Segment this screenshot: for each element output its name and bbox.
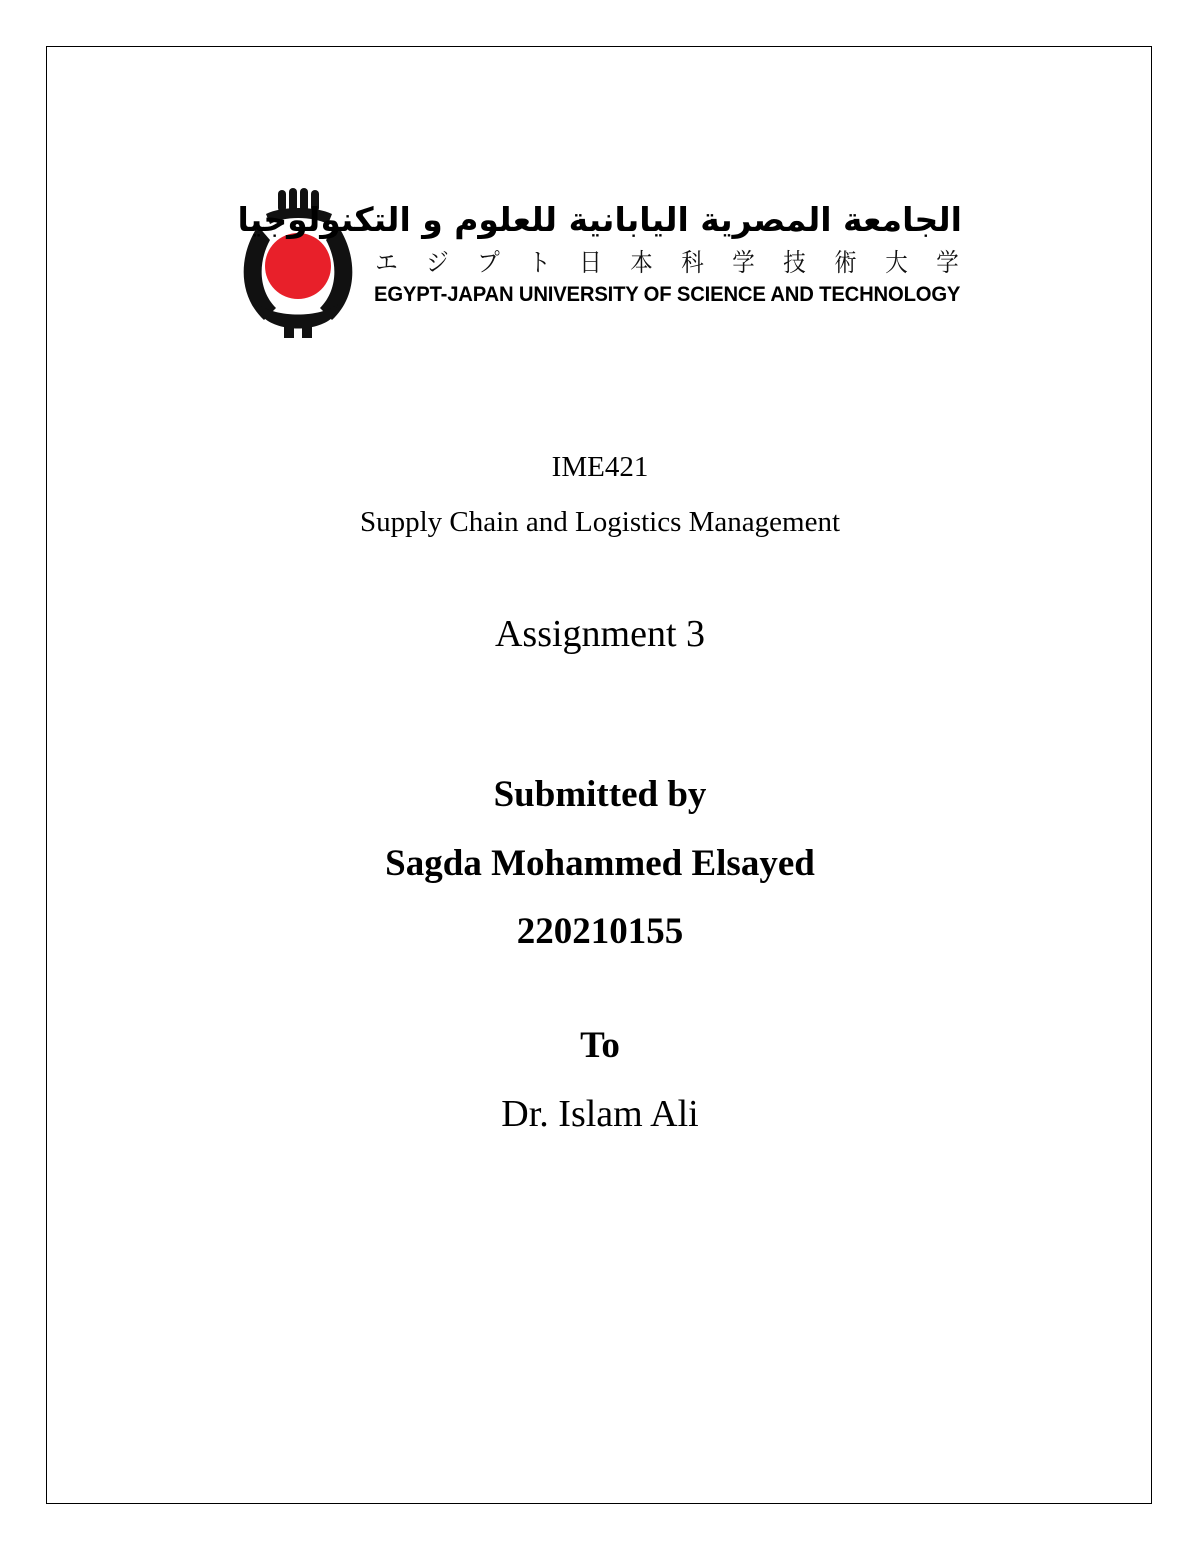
japanese-char: 術 bbox=[834, 248, 857, 277]
university-logo bbox=[236, 186, 966, 340]
course-code: IME421 bbox=[551, 451, 649, 483]
student-id: 220210155 bbox=[516, 911, 684, 952]
japanese-char: 技 bbox=[783, 248, 806, 277]
assignment-title: Assignment 3 bbox=[494, 613, 706, 655]
recipient-label: To bbox=[580, 1025, 620, 1066]
japanese-char: ジ bbox=[426, 248, 449, 277]
student-name: Sagda Mohammed Elsayed bbox=[385, 843, 815, 884]
japanese-char: 日 bbox=[579, 248, 602, 277]
japanese-char: エ bbox=[375, 248, 398, 277]
japanese-char: ト bbox=[528, 248, 551, 277]
japanese-char: 学 bbox=[732, 248, 755, 277]
japanese-char: 本 bbox=[630, 248, 653, 277]
japanese-char: 大 bbox=[885, 248, 908, 277]
submitted-by-label: Submitted by bbox=[493, 774, 707, 815]
instructor-name: Dr. Islam Ali bbox=[501, 1093, 699, 1135]
university-name-arabic: الجامعة المصرية اليابانية للعلوم و التكنولوجيا bbox=[237, 200, 962, 239]
japanese-char: 学 bbox=[936, 248, 959, 277]
japanese-char: 科 bbox=[681, 248, 704, 277]
japanese-char: プ bbox=[477, 248, 500, 277]
course-name: Supply Chain and Logistics Management bbox=[359, 506, 841, 538]
university-name-english: EGYPT-JAPAN UNIVERSITY OF SCIENCE AND TECHNOLOGY bbox=[374, 283, 961, 306]
university-name-japanese bbox=[374, 248, 960, 278]
